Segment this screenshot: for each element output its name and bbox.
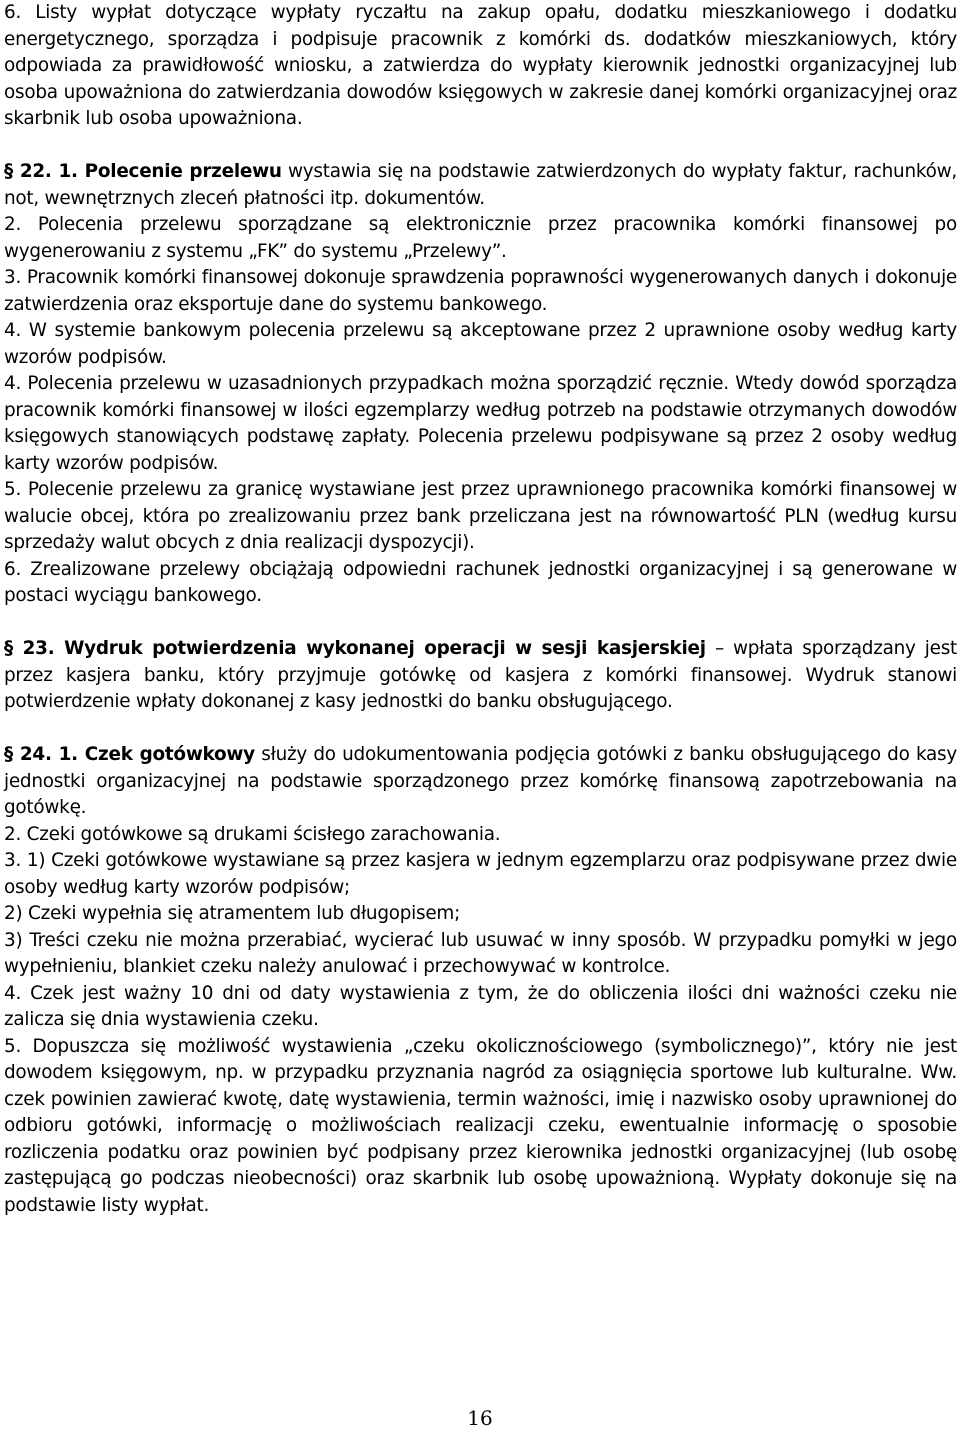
section-24-p1-text: służy do udokumentowania podjęcia gotówki z banku obsługującego do kasy jednostki organizacyjnej na podstawie sporządzonego przez komórkę finansową zapotrzebowania na gotówkę. <box>4 744 958 818</box>
section-24-paragraph-3-3: 3) Treści czeku nie można przerabiać, wycierać lub usuwać w inny sposób. W przypadku pomyłki w jego wypełnieniu, blankiet czeku należy anulować i przechowywać w kontrolce. <box>4 929 957 977</box>
section-23-text: – wpłata sporządzany jest przez kasjera banku, który przyjmuje gotówkę od kasjera z komórki finansowej. Wydruk stanowi potwierdzenie wpłaty dokonanej z kasy jednostki do banku obsługującego. <box>4 638 957 712</box>
section-22-lead: § 22. 1. Polecenie przelewu <box>4 161 282 182</box>
section-24-paragraph-3-2: 2) Czeki wypełnia się atramentem lub długopisem; <box>4 903 461 924</box>
section-22-paragraph-6: 6. Zrealizowane przelewy obciążają odpowiedni rachunek jednostki organizacyjnej i są generowane w postaci wyciągu bankowego. <box>4 558 957 606</box>
section-22-paragraph-4a: 4. W systemie bankowym polecenia przelewu są akceptowane przez 2 uprawnione osoby według karty wzorów podpisów. <box>4 320 957 368</box>
section-22-paragraph-1 <box>4 159 957 212</box>
section-24-paragraph-3-1: 3. 1) Czeki gotówkowe wystawiane są przez kasjera w jednym egzemplarzu oraz podpisywane przez dwie osoby według karty wzorów podpisów; <box>4 850 957 898</box>
section-24-lead: § 24. 1. Czek gotówkowy <box>4 744 255 765</box>
section-24-paragraph-4: 4. Czek jest ważny 10 dni od daty wystawienia z tym, że do obliczenia ilości dni ważności czeku nie zalicza się dnia wystawienia czeku. <box>4 982 957 1030</box>
section-24-paragraph-5: 5. Dopuszcza się możliwość wystawienia „czeku okolicznościowego (symbolicznego)”, który nie jest dowodem księgowym, np. w przypadku przyznania nagród za osiągnięcia sportowe lub kulturalne. Ww. czek powinien zawierać kwotę, datę wystawienia, termin ważności, imię i nazwisko osoby uprawnionej do odbioru gotówki, informację o możliwościach realizacji czeku, ewentualnie informację o sposobie rozliczenia podatku oraz powinien być podpisany przez kierownika jednostki organizacyjnej (lub osobę zastępującą go podczas nieobecności) oraz skarbnik lub osobę upoważnioną. Wypłaty dokonuje się na podstawie listy wypłat. <box>4 1035 957 1216</box>
section-22-paragraph-4b: 4. Polecenia przelewu w uzasadnionych przypadkach można sporządzić ręcznie. Wtedy dowód sporządza pracownik komórki finansowej w ilości egzemplarzy według potrzeb na podstawie otrzymanych dowodów księgowych stanowiących podstawę zapłaty. Polecenia przelewu podpisywane są przez 2 osoby według karty wzorów podpisów. <box>4 373 957 474</box>
spacer <box>4 716 957 743</box>
paragraph-6: 6. Listy wypłat dotyczące wypłaty ryczałtu na zakup opału, dodatku mieszkaniowego i dodatku energetycznego, sporządza i podpisuje pracownik z komórki ds. dodatków mieszkaniowych, który odpowiada za prawidłowość wniosku, a zatwierdza do wypłaty kierownik jednostki organizacyjnej lub osoba upoważniona do zatwierdzania dowodów księgowych w zakresie danej komórki organizacyjnej oraz skarbnik lub osoba upoważniona. <box>4 2 957 129</box>
section-22-paragraph-5: 5. Polecenie przelewu za granicę wystawiane jest przez uprawnionego pracownika komórki finansowej w walucie obcej, która po zrealizowaniu przez bank przeliczana jest na równowartość PLN (według kursu sprzedaży walut obcych z dnia realizacji dyspozycji). <box>4 479 957 553</box>
section-22-p1-text: wystawia się na podstawie zatwierdzonych do wypłaty faktur, rachunków, not, wewnętrznych zleceń płatności itp. dokumentów. <box>4 161 957 209</box>
section-23-lead: § 23. Wydruk potwierdzenia wykonanej operacji w sesji kasjerskiej <box>4 638 706 659</box>
spacer <box>4 133 957 160</box>
section-24-paragraph-2: 2. Czeki gotówkowe są drukami ścisłego zarachowania. <box>4 823 501 845</box>
spacer <box>4 610 957 637</box>
section-23-paragraph <box>4 636 957 716</box>
document-page <box>4 0 957 1219</box>
section-22-paragraph-3: 3. Pracownik komórki finansowej dokonuje sprawdzenia poprawności wygenerowanych danych i dokonuje zatwierdzenia oraz eksportuje dane do systemu bankowego. <box>4 267 957 315</box>
section-22-paragraph-2: 2. Polecenia przelewu sporządzane są elektronicznie przez pracownika komórki finansowej po wygenerowaniu z systemu „FK” do systemu „Przelewy”. <box>4 214 957 262</box>
section-24-paragraph-1 <box>4 742 957 822</box>
page-number: 16 <box>467 1406 493 1430</box>
